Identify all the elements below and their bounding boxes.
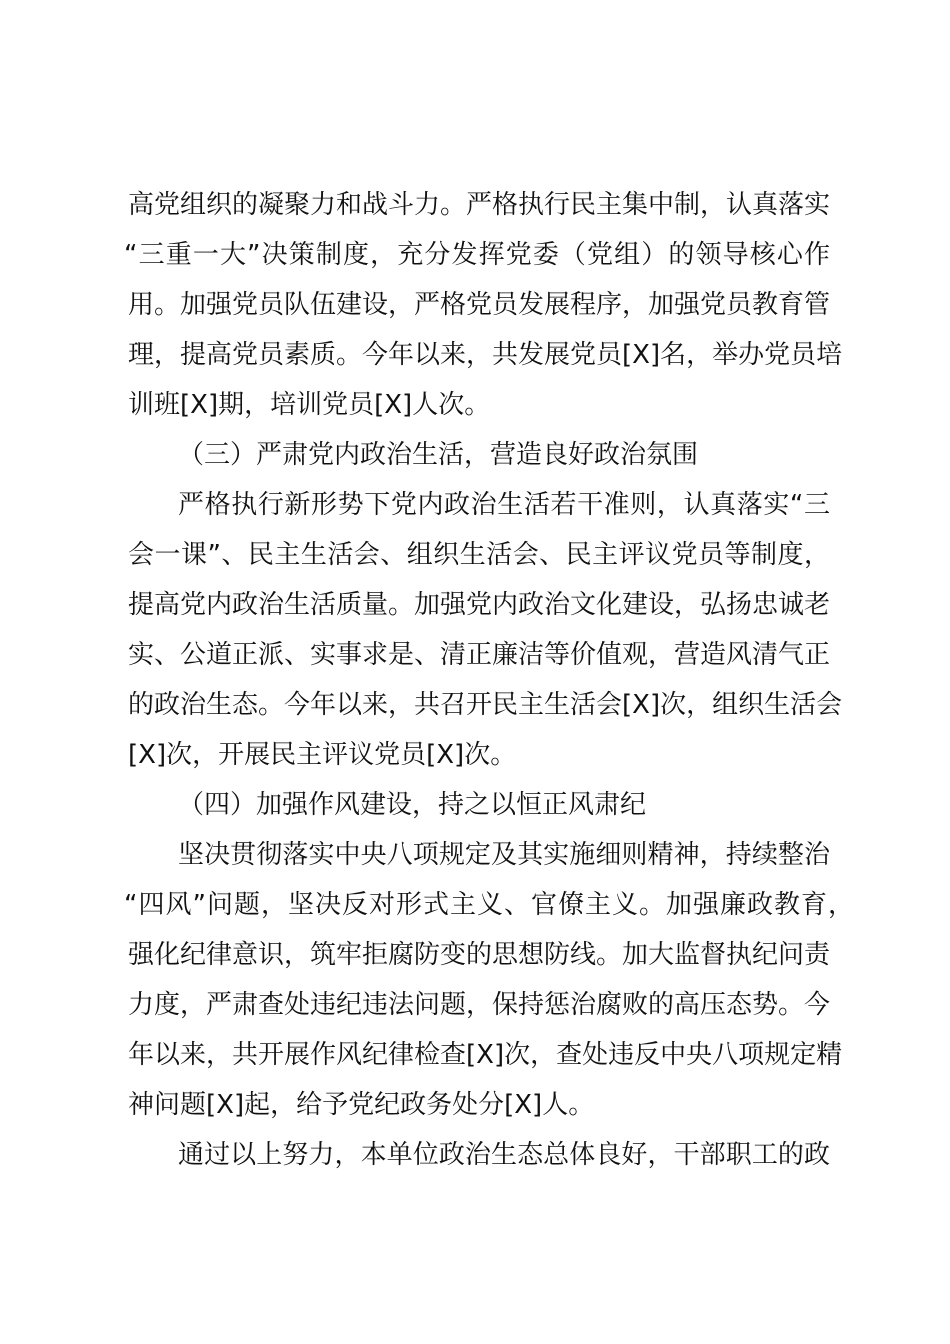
- text-line: [0, 630, 950, 680]
- line-text: 提高党内政治生活质量。加强党内政治文化建设，弘扬忠诚老: [128, 590, 831, 620]
- line-text: 年以来，共开展作风纪律检查[X]次，查处违反中央八项规定精: [128, 1040, 843, 1070]
- text-line: [0, 680, 950, 730]
- line-text: [X]次，开展民主评议党员[X]次。: [128, 740, 517, 770]
- line-text: 神问题[X]起，给予党纪政务处分[X]人。: [128, 1090, 595, 1120]
- line-text: 实、公道正派、实事求是、清正廉洁等价值观，营造风清气正: [128, 640, 831, 670]
- heading-text: （三）严肃党内政治生活，营造良好政治氛围: [178, 440, 699, 470]
- line-text: 的政治生态。今年以来，共召开民主生活会[X]次，组织生活会: [128, 690, 843, 720]
- line-text: 通过以上努力，本单位政治生态总体良好，干部职工的政: [178, 1140, 830, 1170]
- line-text: 严格执行新形势下党内政治生活若干准则，认真落实“三: [178, 490, 830, 520]
- line-text: 训班[X]期，培训党员[X]人次。: [128, 390, 491, 420]
- line-text: 力度，严肃查处违纪违法问题，保持惩治腐败的高压态势。今: [128, 990, 831, 1020]
- text-line: [0, 930, 950, 980]
- heading-text: （四）加强作风建设，持之以恒正风肃纪: [178, 790, 647, 820]
- section-heading: [0, 430, 950, 480]
- line-text: 会一课”、民主生活会、组织生活会、民主评议党员等制度，: [128, 540, 830, 570]
- text-line: [0, 480, 950, 530]
- line-text: 高党组织的凝聚力和战斗力。严格执行民主集中制，认真落实: [128, 190, 831, 220]
- text-line: [0, 530, 950, 580]
- text-line: [0, 1130, 950, 1180]
- text-line: [0, 1080, 950, 1130]
- text-line: [0, 180, 950, 230]
- text-line: [0, 330, 950, 380]
- text-line: [0, 880, 950, 930]
- line-text: “四风”问题，坚决反对形式主义、官僚主义。加强廉政教育，: [124, 890, 854, 920]
- line-text: 理，提高党员素质。今年以来，共发展党员[X]名，举办党员培: [128, 340, 843, 370]
- text-line: [0, 830, 950, 880]
- text-line: [0, 730, 950, 780]
- line-text: 坚决贯彻落实中央八项规定及其实施细则精神，持续整治: [178, 840, 830, 870]
- text-line: [0, 280, 950, 330]
- line-text: “三重一大”决策制度，充分发挥党委（党组）的领导核心作: [124, 240, 830, 270]
- text-line: [0, 980, 950, 1030]
- text-line: [0, 1030, 950, 1080]
- text-line: [0, 230, 950, 280]
- line-text: 用。加强党员队伍建设，严格党员发展程序，加强党员教育管: [128, 290, 831, 320]
- text-line: [0, 580, 950, 630]
- section-heading: [0, 780, 950, 830]
- line-text: 强化纪律意识，筑牢拒腐防变的思想防线。加大监督执纪问责: [128, 940, 831, 970]
- text-line: [0, 380, 950, 430]
